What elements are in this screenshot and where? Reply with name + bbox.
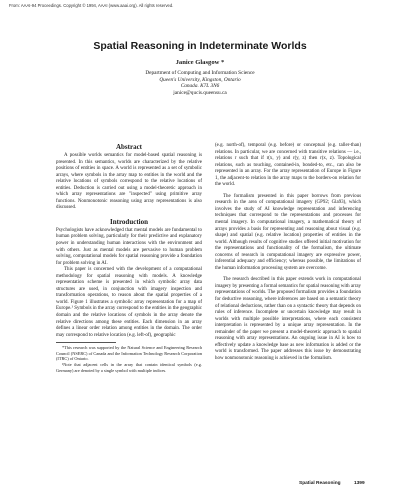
right-column bbox=[215, 143, 361, 363]
left-column bbox=[56, 143, 202, 373]
body-paragraph: The research described in this paper extends work in computational imagery by presenting a formal semantics for spatial reasoning with array representations of worlds. The proposed formalism provides a foundation for deductive reasoning, where inferences are based on a semantic theory of relational deductions, rather than on a syntactic theory that depends on rules of inference. Incomplete or uncertain knowledge may result in worlds with multiple possible interpretations, where each consistent interpretation is represented by a unique array representation. In the remainder of the paper we present a model-theoretic approach to spatial reasoning with array representations. An ongoing issue in AI is how to effectively update a knowledge base as new information is added or the world is transformed. The paper addresses this issue by demonstrating how nonmonotonic reasoning is achieved in the formalism. bbox=[215, 277, 361, 361]
body-paragraph: The formalism presented in this paper borrows from previous research in the area of computational imagery (GP92; Gla93), which involves the study of AI knowledge representation and inferencing techniques that correspond to the representations and processes for mental imagery. In computational imagery, a mathematical theory of arrays provides a basis for representing and reasoning about visual (e.g. shape) and spatial (e.g. relative location) properties of entities in the world. Although results of cognitive studies offered initial motivation for the representations and functionality of the formalism, the ultimate concerns of research in computational imagery are expressive power, inferential adequacy and efficiency; whereas possible, the limitations of the human information processing system are overcome. bbox=[215, 193, 361, 271]
copyright-header: From: AAAI-94 Proceedings. Copyright © 1994, AAAI (www.aaai.org). All rights reserved. bbox=[9, 3, 174, 8]
affiliation-country: Canada. K7L 3N6 bbox=[180, 83, 220, 89]
author-email: janice@qucis.queensu.ca bbox=[173, 89, 227, 96]
page-number: 1399 bbox=[353, 481, 365, 486]
introduction-heading: Introduction bbox=[110, 217, 148, 226]
affiliation-department: Department of Computing and Information Science bbox=[145, 70, 255, 76]
abstract-section bbox=[56, 143, 202, 212]
affiliation-university: Queen's University, Kingston, Ontario bbox=[159, 76, 241, 83]
footnote-funding: *This research was supported by the Natural Science and Engineering Research Council (NSERC) of Canada and the Information Technology Research Corporation (ITRC) of Ontario. bbox=[56, 345, 202, 362]
intro-paragraph: Psychologists have acknowledged that mental models are fundamental to human problem solving, particularly for their predictive and explanatory power in understanding human interactions with the environment and with others. Just as mental models are pervasive to human problem solving, computational models for spatial reasoning provide a foundation for problem solving in AI. bbox=[56, 227, 202, 266]
author-affiliation bbox=[0, 70, 400, 96]
intro-paragraph: This paper is concerned with the development of a computational methodology for spatial reasoning with models. A knowledge representation scheme is presented in which symbolic array data structures are used, in conjunction with imagery inspection and transformation operations, to reason about the spatial properties of a world. Figure 1 illustrates a symbolic array representation for a map of Europe.¹ Symbols in the array correspond to the entities in the geographic domain and the relative locations of symbols in the array denote the relative directions among these entities. Each dimension in an array defines a linear order relation among entities in the domain. The order may correspond to relative location (e.g. left-of), geographic bbox=[56, 267, 202, 338]
page-footer bbox=[299, 481, 365, 486]
author-name: Janice Glasgow * bbox=[175, 59, 225, 66]
footer-section: Spatial Reasoning bbox=[299, 481, 341, 486]
footnote-rule bbox=[56, 342, 116, 343]
footnote-array-note: ¹Note that adjacent cells in the array that contain identical symbols (e.g. Germany) are denoted by a single symbol with multiple indices. bbox=[56, 362, 202, 373]
paper-title: Spatial Reasoning in Indeterminate Worlds bbox=[93, 40, 307, 52]
body-paragraph: (e.g. north-of), temporal (e.g. before) or conceptual (e.g. taller-than) relations. In particular, we are concerned with transitive relations — i.e., relations r such that if r(x, y) and r(y, z) then r(x, z). Topological relations, such as touching, contained-in, bonded-to, etc., can also be represented in an array. For the array representation of Europe in Figure 1, the adjacent-to relation in the array maps to the borders-on relation for the world. bbox=[215, 143, 361, 188]
abstract-text: A possible worlds semantics for model-based spatial reasoning is presented. In this semantics, worlds are characterized by the relative positions of entities in space. A world is represented as a set of symbolic arrays, where symbols in the array map to entities in the world and the relative locations of symbols correspond to the relative locations of entities. Deduction is carried out using a model-theoretic approach in which array representations are "inspected" using primitive array functions. Nonmonotonic reasoning using array representations is also discussed. bbox=[56, 153, 202, 211]
introduction-section bbox=[56, 218, 202, 339]
abstract-heading: Abstract bbox=[115, 143, 143, 151]
